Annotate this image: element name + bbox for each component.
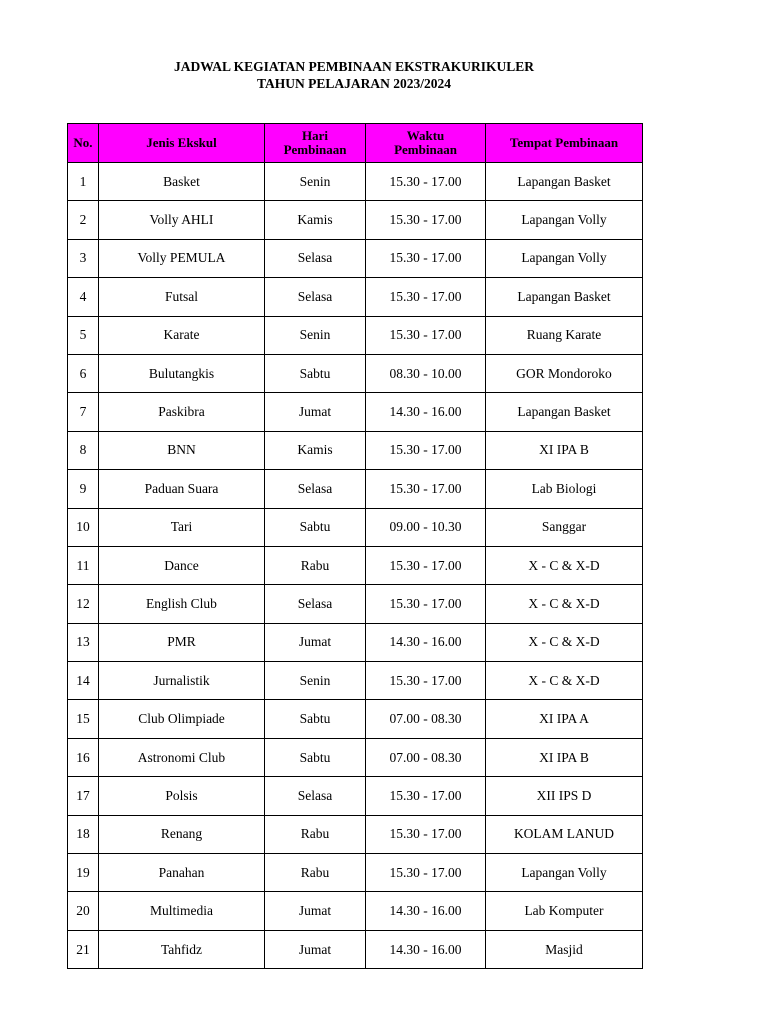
table-row — [68, 777, 643, 815]
cell-tempat: X - C & X-D — [486, 623, 643, 661]
cell-hari: Sabtu — [265, 508, 366, 546]
cell-jenis-ekskul: Dance — [99, 546, 265, 584]
cell-hari: Rabu — [265, 815, 366, 853]
cell-tempat: X - C & X-D — [486, 585, 643, 623]
cell-no: 8 — [68, 431, 99, 469]
table-row — [68, 393, 643, 431]
cell-waktu: 15.30 - 17.00 — [366, 854, 486, 892]
table-row — [68, 278, 643, 316]
cell-jenis-ekskul: Panahan — [99, 854, 265, 892]
cell-hari: Sabtu — [265, 738, 366, 776]
cell-waktu: 15.30 - 17.00 — [366, 201, 486, 239]
cell-no: 7 — [68, 393, 99, 431]
cell-hari: Sabtu — [265, 700, 366, 738]
cell-jenis-ekskul: Polsis — [99, 777, 265, 815]
cell-waktu: 15.30 - 17.00 — [366, 662, 486, 700]
cell-no: 14 — [68, 662, 99, 700]
cell-jenis-ekskul: English Club — [99, 585, 265, 623]
cell-hari: Jumat — [265, 892, 366, 930]
cell-hari: Senin — [265, 163, 366, 201]
document-title — [0, 58, 708, 92]
table-row — [68, 431, 643, 469]
cell-waktu: 15.30 - 17.00 — [366, 316, 486, 354]
cell-no: 3 — [68, 239, 99, 277]
cell-jenis-ekskul: Basket — [99, 163, 265, 201]
cell-jenis-ekskul: Paskibra — [99, 393, 265, 431]
header-no: No. — [68, 124, 99, 163]
table-row — [68, 815, 643, 853]
cell-hari: Rabu — [265, 546, 366, 584]
schedule-table — [67, 123, 643, 969]
cell-hari: Selasa — [265, 239, 366, 277]
title-line-1: JADWAL KEGIATAN PEMBINAAN EKSTRAKURIKULER — [174, 59, 534, 74]
cell-no: 18 — [68, 815, 99, 853]
header-hari-line-2: Pembinaan — [283, 142, 347, 157]
table-row — [68, 854, 643, 892]
table-body — [68, 163, 643, 969]
cell-no: 15 — [68, 700, 99, 738]
cell-tempat: XI IPA A — [486, 700, 643, 738]
table-row — [68, 892, 643, 930]
table-row — [68, 585, 643, 623]
cell-hari: Selasa — [265, 777, 366, 815]
cell-no: 20 — [68, 892, 99, 930]
table-row — [68, 354, 643, 392]
cell-hari: Selasa — [265, 278, 366, 316]
cell-jenis-ekskul: Tari — [99, 508, 265, 546]
table-row — [68, 508, 643, 546]
cell-jenis-ekskul: Karate — [99, 316, 265, 354]
cell-no: 12 — [68, 585, 99, 623]
cell-jenis-ekskul: Volly AHLI — [99, 201, 265, 239]
header-tempat-pembinaan: Tempat Pembinaan — [486, 124, 643, 163]
cell-waktu: 15.30 - 17.00 — [366, 585, 486, 623]
table-row — [68, 470, 643, 508]
cell-hari: Kamis — [265, 431, 366, 469]
cell-jenis-ekskul: Jurnalistik — [99, 662, 265, 700]
cell-waktu: 14.30 - 16.00 — [366, 393, 486, 431]
cell-no: 21 — [68, 930, 99, 968]
table-row — [68, 623, 643, 661]
cell-jenis-ekskul: BNN — [99, 431, 265, 469]
cell-tempat: GOR Mondoroko — [486, 354, 643, 392]
cell-waktu: 14.30 - 16.00 — [366, 892, 486, 930]
cell-no: 6 — [68, 354, 99, 392]
cell-waktu: 15.30 - 17.00 — [366, 815, 486, 853]
cell-tempat: Lapangan Basket — [486, 278, 643, 316]
header-waktu-pembinaan — [366, 124, 486, 163]
table-row — [68, 316, 643, 354]
header-hari-pembinaan — [265, 124, 366, 163]
table-row — [68, 546, 643, 584]
cell-no: 17 — [68, 777, 99, 815]
cell-jenis-ekskul: PMR — [99, 623, 265, 661]
cell-hari: Selasa — [265, 585, 366, 623]
table-row — [68, 662, 643, 700]
cell-tempat: Lapangan Volly — [486, 201, 643, 239]
cell-waktu: 15.30 - 17.00 — [366, 163, 486, 201]
cell-waktu: 07.00 - 08.30 — [366, 700, 486, 738]
table-row — [68, 930, 643, 968]
cell-tempat: XI IPA B — [486, 738, 643, 776]
cell-waktu: 15.30 - 17.00 — [366, 278, 486, 316]
cell-jenis-ekskul: Tahfidz — [99, 930, 265, 968]
cell-hari: Sabtu — [265, 354, 366, 392]
cell-no: 9 — [68, 470, 99, 508]
cell-hari: Jumat — [265, 393, 366, 431]
cell-tempat: Lab Komputer — [486, 892, 643, 930]
cell-tempat: KOLAM LANUD — [486, 815, 643, 853]
cell-no: 11 — [68, 546, 99, 584]
cell-waktu: 15.30 - 17.00 — [366, 431, 486, 469]
cell-tempat: Lab Biologi — [486, 470, 643, 508]
table-row — [68, 201, 643, 239]
cell-tempat: Lapangan Volly — [486, 854, 643, 892]
cell-jenis-ekskul: Futsal — [99, 278, 265, 316]
cell-hari: Selasa — [265, 470, 366, 508]
cell-no: 10 — [68, 508, 99, 546]
cell-tempat: XI IPA B — [486, 431, 643, 469]
table-row — [68, 163, 643, 201]
cell-tempat: Lapangan Basket — [486, 163, 643, 201]
cell-tempat: Lapangan Volly — [486, 239, 643, 277]
header-hari-line-1: Hari — [302, 128, 328, 143]
cell-tempat: XII IPS D — [486, 777, 643, 815]
cell-waktu: 09.00 - 10.30 — [366, 508, 486, 546]
title-line-2: TAHUN PELAJARAN 2023/2024 — [256, 76, 451, 91]
cell-hari: Jumat — [265, 623, 366, 661]
cell-hari: Kamis — [265, 201, 366, 239]
cell-waktu: 15.30 - 17.00 — [366, 546, 486, 584]
cell-jenis-ekskul: Multimedia — [99, 892, 265, 930]
cell-tempat: X - C & X-D — [486, 662, 643, 700]
cell-tempat: Ruang Karate — [486, 316, 643, 354]
cell-jenis-ekskul: Paduan Suara — [99, 470, 265, 508]
cell-tempat: X - C & X-D — [486, 546, 643, 584]
cell-no: 19 — [68, 854, 99, 892]
cell-tempat: Lapangan Basket — [486, 393, 643, 431]
cell-tempat: Masjid — [486, 930, 643, 968]
cell-no: 1 — [68, 163, 99, 201]
header-jenis-ekskul: Jenis Ekskul — [99, 124, 265, 163]
cell-no: 5 — [68, 316, 99, 354]
table-header — [68, 124, 643, 163]
cell-waktu: 08.30 - 10.00 — [366, 354, 486, 392]
cell-hari: Senin — [265, 662, 366, 700]
table-row — [68, 700, 643, 738]
cell-no: 13 — [68, 623, 99, 661]
cell-waktu: 14.30 - 16.00 — [366, 623, 486, 661]
cell-waktu: 14.30 - 16.00 — [366, 930, 486, 968]
cell-jenis-ekskul: Club Olimpiade — [99, 700, 265, 738]
cell-jenis-ekskul: Astronomi Club — [99, 738, 265, 776]
header-waktu-line-2: Pembinaan — [394, 142, 457, 157]
cell-hari: Senin — [265, 316, 366, 354]
table-row — [68, 239, 643, 277]
header-row — [68, 124, 643, 163]
cell-jenis-ekskul: Renang — [99, 815, 265, 853]
cell-waktu: 15.30 - 17.00 — [366, 777, 486, 815]
header-waktu-line-1: Waktu — [406, 128, 445, 143]
cell-no: 2 — [68, 201, 99, 239]
cell-no: 4 — [68, 278, 99, 316]
cell-jenis-ekskul: Bulutangkis — [99, 354, 265, 392]
cell-waktu: 07.00 - 08.30 — [366, 738, 486, 776]
cell-hari: Rabu — [265, 854, 366, 892]
table-row — [68, 738, 643, 776]
cell-hari: Jumat — [265, 930, 366, 968]
cell-waktu: 15.30 - 17.00 — [366, 239, 486, 277]
cell-jenis-ekskul: Volly PEMULA — [99, 239, 265, 277]
cell-tempat: Sanggar — [486, 508, 643, 546]
cell-no: 16 — [68, 738, 99, 776]
cell-waktu: 15.30 - 17.00 — [366, 470, 486, 508]
